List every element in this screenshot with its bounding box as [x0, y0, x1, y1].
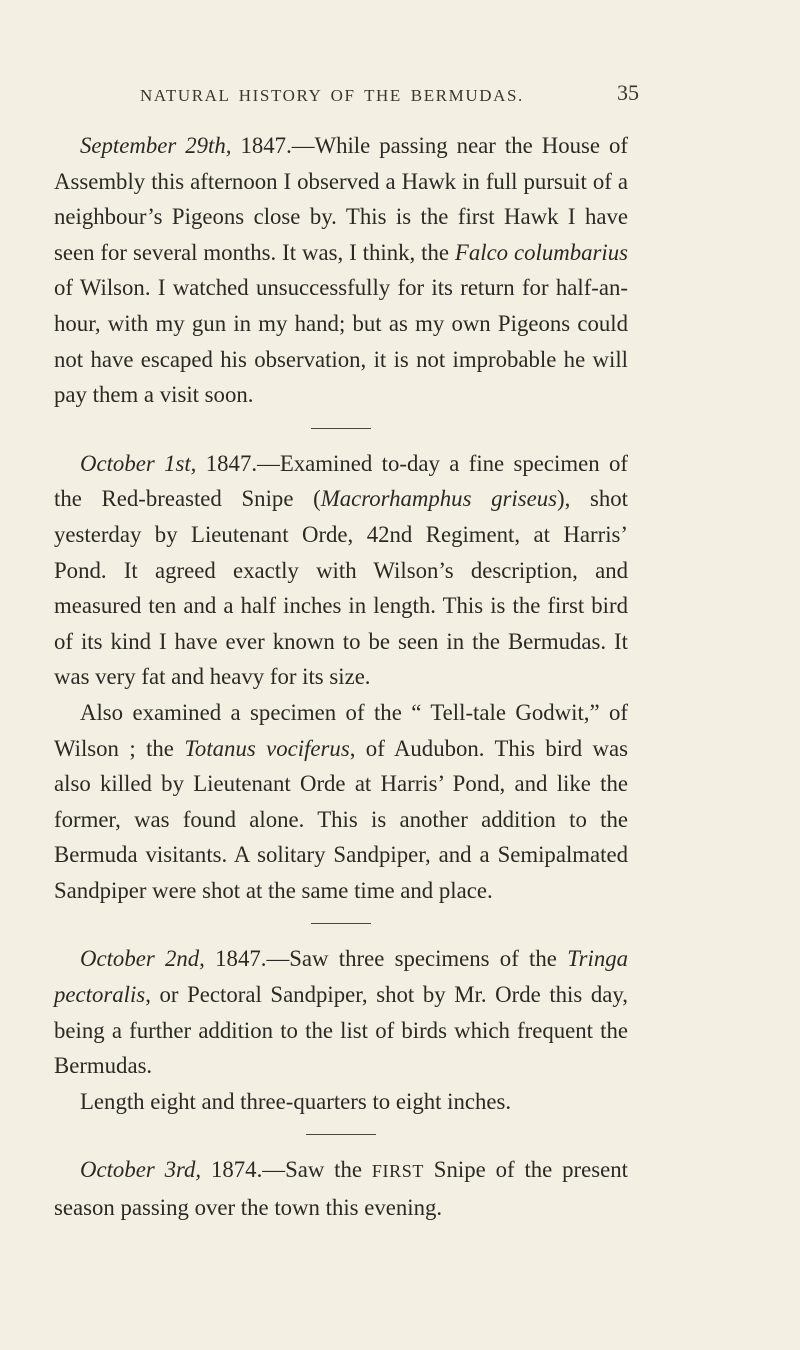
entry-year: 1874.	[210, 1157, 263, 1183]
entry-text: Also examined a specimen of the “ Tell-tale Godwit,” of Wilson ; the	[54, 699, 628, 761]
entry-october-1	[54, 446, 628, 695]
entry-text: of Wilson. I watched unsuccessfully for its return for half-an-hour, with my gun in my hand; but as my own Pigeons could not have escaped his observation, it is not improbable he will pay them a visit soon.	[54, 275, 628, 408]
entry-date: October 1st,	[80, 450, 197, 476]
page-body	[54, 128, 628, 1226]
section-divider	[311, 923, 371, 924]
entry-text: , or Pectoral Sandpiper, shot by Mr. Orde this day, being a further addition to the list of birds which frequent the Bermudas.	[54, 982, 628, 1079]
species-name: Totanus vociferus	[184, 735, 350, 761]
section-divider	[311, 428, 371, 429]
entry-text: , of Audubon. This bird was also killed by Lieutenant Orde at Harris’ Pond, and like the former, was found alone. This is another addition to the Bermuda visitants. A solitary Sandpiper, and a Semipalmated Sandpiper were shot at the same time and place.	[54, 735, 628, 903]
section-divider	[306, 1134, 376, 1135]
entry-october-1-continued	[54, 695, 628, 909]
entry-september-29	[54, 128, 628, 413]
entry-date: October 2nd,	[80, 946, 205, 972]
entry-text: Snipe of the present season passing over the town this evening.	[54, 1157, 628, 1221]
entry-october-2-measurement	[54, 1084, 628, 1120]
species-name: Falco columbarius	[454, 239, 628, 265]
entry-text: —Saw the	[262, 1157, 372, 1183]
entry-date: September 29th,	[80, 133, 232, 158]
running-title: NATURAL HISTORY OF THE BERMUDAS.	[140, 86, 524, 105]
species-name: Tringa pectoralis	[54, 946, 629, 1008]
emphasis-first: FIRST	[371, 1161, 424, 1182]
entry-october-2	[54, 941, 628, 1083]
entry-october-3	[54, 1152, 628, 1225]
entry-text: Length eight and three-quarters to eight inches.	[80, 1088, 512, 1114]
entry-text: —Examined to-day a fine specimen of the Red-breasted Snipe (	[54, 450, 628, 512]
entry-text: ), shot yesterday by Lieutenant Orde, 42nd Regiment, at Harris’ Pond. It agreed exactly with Wilson’s description, and measured ten and a half inches in length. This is the first bird of its kind I have ever known to be seen in the Bermudas. It was very fat and heavy for its size.	[54, 486, 629, 690]
page-number: 35	[617, 80, 639, 105]
entry-year: 1847.	[240, 133, 292, 158]
species-name: Macrorhamphus griseus	[320, 486, 558, 512]
entry-year: 1847.	[215, 946, 267, 972]
entry-year: 1847.	[205, 450, 258, 476]
entry-text: —Saw three specimens of the	[266, 946, 568, 972]
entry-date: October 3rd,	[80, 1157, 202, 1183]
entry-text: —While passing near the House of Assembly this afternoon I observed a Hawk in full pursuit of a neighbour’s Pigeons close by. This is the first Hawk I have seen for several months. It was, I think, the	[54, 133, 628, 265]
